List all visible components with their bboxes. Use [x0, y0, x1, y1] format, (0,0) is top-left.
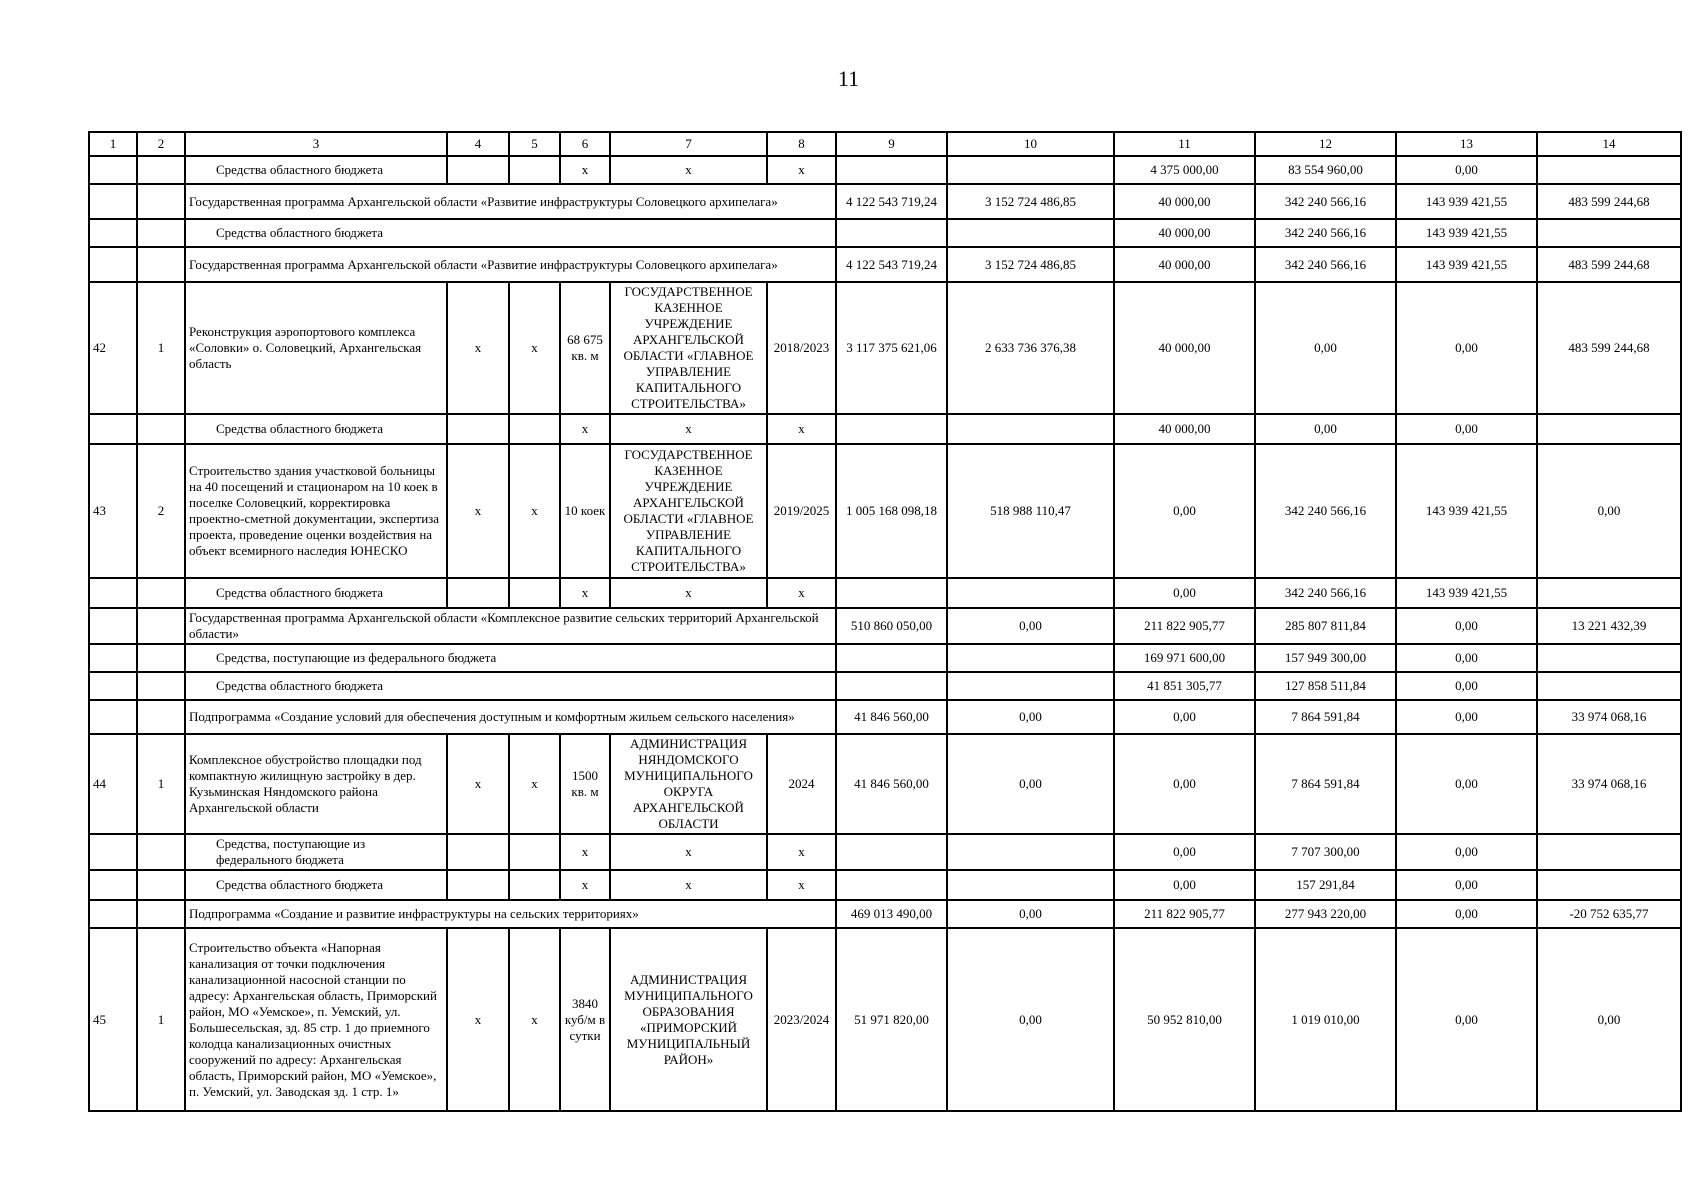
cell-value: 0,00: [1396, 870, 1537, 900]
cell-value: 0,00: [1114, 734, 1255, 834]
customer-org: ГОСУДАРСТВЕННОЕ КАЗЕННОЕ УЧРЕЖДЕНИЕ АРХАНГЕЛЬСКОЙ ОБЛАСТИ «ГЛАВНОЕ УПРАВЛЕНИЕ КАПИТАЛЬНОГО СТРОИТЕЛЬСТВА»: [610, 444, 767, 578]
cell-value: 169 971 600,00: [1114, 644, 1255, 672]
cell-value: 33 974 068,16: [1537, 734, 1681, 834]
funding-source-row: [89, 414, 1681, 444]
cell-value: 143 939 421,55: [1396, 219, 1537, 247]
period: 2018/2023: [767, 282, 836, 414]
cell-value: 7 864 591,84: [1255, 734, 1396, 834]
sub-number: 2: [137, 444, 185, 578]
x-mark: х: [767, 578, 836, 608]
column-header: 9: [836, 132, 947, 156]
column-header: 12: [1255, 132, 1396, 156]
cell-value: 0,00: [1396, 834, 1537, 870]
row-number: 43: [89, 444, 137, 578]
cell-value: 0,00: [1396, 672, 1537, 700]
cell-value: -20 752 635,77: [1537, 900, 1681, 928]
project-row: [89, 444, 1681, 578]
x-mark: х: [610, 578, 767, 608]
cell-value: 2 633 736 376,38: [947, 282, 1114, 414]
x-mark: х: [767, 870, 836, 900]
cell-value: 211 822 905,77: [1114, 608, 1255, 644]
row-label: Средства, поступающие из федерального бюджета: [185, 644, 836, 672]
cell-value: 33 974 068,16: [1537, 700, 1681, 734]
program-row: [89, 608, 1681, 644]
cell-value: 41 846 560,00: [836, 734, 947, 834]
page-number: 11: [837, 66, 860, 91]
cell-value: 157 291,84: [1255, 870, 1396, 900]
cell-value: 4 375 000,00: [1114, 156, 1255, 184]
cell-value: 4 122 543 719,24: [836, 184, 947, 219]
cell-value: 0,00: [1255, 282, 1396, 414]
cell-value: 0,00: [1255, 414, 1396, 444]
column-header: 5: [509, 132, 560, 156]
x-mark: х: [610, 834, 767, 870]
cell-value: 510 860 050,00: [836, 608, 947, 644]
row-label: Средства областного бюджета: [185, 414, 447, 444]
cell-value: 342 240 566,16: [1255, 247, 1396, 282]
column-header: 3: [185, 132, 447, 156]
cell-value: 7 707 300,00: [1255, 834, 1396, 870]
cell-value: 342 240 566,16: [1255, 184, 1396, 219]
cell-value: 469 013 490,00: [836, 900, 947, 928]
cell-value: 0,00: [1396, 156, 1537, 184]
cell-value: 0,00: [1114, 834, 1255, 870]
cell-value: 0,00: [1396, 700, 1537, 734]
cell-value: 41 846 560,00: [836, 700, 947, 734]
sub-number: 1: [137, 282, 185, 414]
cell-value: 0,00: [1396, 414, 1537, 444]
cell-value: 0,00: [1114, 444, 1255, 578]
column-header: 8: [767, 132, 836, 156]
x-mark: х: [447, 734, 509, 834]
cell-value: 83 554 960,00: [1255, 156, 1396, 184]
cell-value: 0,00: [1396, 282, 1537, 414]
cell-value: 3 152 724 486,85: [947, 184, 1114, 219]
row-label: Средства областного бюджета: [185, 578, 447, 608]
cell-value: 1 019 010,00: [1255, 928, 1396, 1111]
cell-value: 0,00: [1114, 870, 1255, 900]
cell-value: 41 851 305,77: [1114, 672, 1255, 700]
sub-number: 1: [137, 928, 185, 1111]
project-name: Комплексное обустройство площадки под компактную жилищную застройку в дер. Кузьминская Няндомского района Архангельской области: [185, 734, 447, 834]
column-header: 11: [1114, 132, 1255, 156]
period: 2019/2025: [767, 444, 836, 578]
cell-value: 3 152 724 486,85: [947, 247, 1114, 282]
row-label: Средства областного бюджета: [185, 870, 447, 900]
subprogram-title: Подпрограмма «Создание и развитие инфраструктуры на сельских территориях»: [185, 900, 836, 928]
cell-value: 483 599 244,68: [1537, 247, 1681, 282]
funding-source-row: [89, 219, 1681, 247]
row-label: Средства областного бюджета: [185, 156, 447, 184]
x-mark: х: [767, 156, 836, 184]
column-header: 2: [137, 132, 185, 156]
cell-value: 0,00: [947, 608, 1114, 644]
row-number: 42: [89, 282, 137, 414]
program-title: Государственная программа Архангельской области «Комплексное развитие сельских территорий Архангельской области»: [185, 608, 836, 644]
cell-value: 211 822 905,77: [1114, 900, 1255, 928]
project-name: Реконструкция аэропортового комплекса «Соловки» о. Соловецкий, Архангельская область: [185, 282, 447, 414]
cell-value: 0,00: [1114, 578, 1255, 608]
cell-value: 342 240 566,16: [1255, 578, 1396, 608]
cell-value: 342 240 566,16: [1255, 219, 1396, 247]
column-header: 10: [947, 132, 1114, 156]
subprogram-row: [89, 900, 1681, 928]
cell-value: 0,00: [1537, 928, 1681, 1111]
cell-value: 0,00: [1537, 444, 1681, 578]
program-title: Государственная программа Архангельской области «Развитие инфраструктуры Соловецкого архипелага»: [185, 184, 836, 219]
cell-value: 143 939 421,55: [1396, 247, 1537, 282]
column-header: 14: [1537, 132, 1681, 156]
x-mark: х: [509, 928, 560, 1111]
column-header: 6: [560, 132, 610, 156]
x-mark: х: [560, 578, 610, 608]
cell-value: 483 599 244,68: [1537, 184, 1681, 219]
cell-value: 7 864 591,84: [1255, 700, 1396, 734]
funding-source-row: [89, 578, 1681, 608]
funding-source-row: [89, 834, 1681, 870]
funding-source-row: [89, 156, 1681, 184]
cell-value: 13 221 432,39: [1537, 608, 1681, 644]
column-header: 13: [1396, 132, 1537, 156]
cell-value: 143 939 421,55: [1396, 578, 1537, 608]
capacity: 3840 куб/м в сутки: [560, 928, 610, 1111]
cell-value: 1 005 168 098,18: [836, 444, 947, 578]
row-label: Средства областного бюджета: [185, 672, 836, 700]
x-mark: х: [447, 444, 509, 578]
cell-value: 0,00: [1114, 700, 1255, 734]
cell-value: 0,00: [947, 734, 1114, 834]
period: 2023/2024: [767, 928, 836, 1111]
cell-value: 518 988 110,47: [947, 444, 1114, 578]
period: 2024: [767, 734, 836, 834]
cell-value: 0,00: [1396, 734, 1537, 834]
x-mark: х: [560, 414, 610, 444]
x-mark: х: [509, 444, 560, 578]
cell-value: 143 939 421,55: [1396, 184, 1537, 219]
row-number: 45: [89, 928, 137, 1111]
cell-value: 0,00: [1396, 644, 1537, 672]
row-label: Средства областного бюджета: [185, 219, 836, 247]
column-header: 4: [447, 132, 509, 156]
program-title: Государственная программа Архангельской области «Развитие инфраструктуры Соловецкого архипелага»: [185, 247, 836, 282]
cell-value: 50 952 810,00: [1114, 928, 1255, 1111]
x-mark: х: [767, 414, 836, 444]
cell-value: 0,00: [1396, 900, 1537, 928]
cell-value: 40 000,00: [1114, 282, 1255, 414]
cell-value: 0,00: [1396, 928, 1537, 1111]
customer-org: АДМИНИСТРАЦИЯ НЯНДОМСКОГО МУНИЦИПАЛЬНОГО ОКРУГА АРХАНГЕЛЬСКОЙ ОБЛАСТИ: [610, 734, 767, 834]
row-number: 44: [89, 734, 137, 834]
row-label: Средства, поступающие из федерального бюджета: [185, 834, 447, 870]
capacity: 1500 кв. м: [560, 734, 610, 834]
cell-value: 40 000,00: [1114, 219, 1255, 247]
x-mark: х: [610, 414, 767, 444]
x-mark: х: [560, 870, 610, 900]
x-mark: х: [509, 282, 560, 414]
funding-source-row: [89, 644, 1681, 672]
cell-value: 0,00: [947, 928, 1114, 1111]
cell-value: 0,00: [1396, 608, 1537, 644]
customer-org: ГОСУДАРСТВЕННОЕ КАЗЕННОЕ УЧРЕЖДЕНИЕ АРХАНГЕЛЬСКОЙ ОБЛАСТИ «ГЛАВНОЕ УПРАВЛЕНИЕ КАПИТАЛЬНОГО СТРОИТЕЛЬСТВА»: [610, 282, 767, 414]
program-row: [89, 184, 1681, 219]
x-mark: х: [560, 156, 610, 184]
cell-value: 3 117 375 621,06: [836, 282, 947, 414]
cell-value: 342 240 566,16: [1255, 444, 1396, 578]
budget-table: [88, 131, 1682, 1112]
cell-value: 0,00: [947, 700, 1114, 734]
capacity: 10 коек: [560, 444, 610, 578]
subprogram-title: Подпрограмма «Создание условий для обеспечения доступным и комфортным жильем сельского населения»: [185, 700, 836, 734]
capacity: 68 675 кв. м: [560, 282, 610, 414]
x-mark: х: [447, 928, 509, 1111]
x-mark: х: [610, 156, 767, 184]
column-header: 1: [89, 132, 137, 156]
x-mark: х: [610, 870, 767, 900]
cell-value: 143 939 421,55: [1396, 444, 1537, 578]
cell-value: 157 949 300,00: [1255, 644, 1396, 672]
cell-value: 0,00: [947, 900, 1114, 928]
cell-value: 40 000,00: [1114, 414, 1255, 444]
funding-source-row: [89, 870, 1681, 900]
x-mark: х: [447, 282, 509, 414]
cell-value: 51 971 820,00: [836, 928, 947, 1111]
cell-value: 127 858 511,84: [1255, 672, 1396, 700]
x-mark: х: [509, 734, 560, 834]
funding-source-row: [89, 672, 1681, 700]
cell-value: 285 807 811,84: [1255, 608, 1396, 644]
project-row: [89, 928, 1681, 1111]
cell-value: 40 000,00: [1114, 247, 1255, 282]
cell-value: 40 000,00: [1114, 184, 1255, 219]
column-header: 7: [610, 132, 767, 156]
customer-org: АДМИНИСТРАЦИЯ МУНИЦИПАЛЬНОГО ОБРАЗОВАНИЯ «ПРИМОРСКИЙ МУНИЦИПАЛЬНЫЙ РАЙОН»: [610, 928, 767, 1111]
cell-value: 277 943 220,00: [1255, 900, 1396, 928]
cell-value: 483 599 244,68: [1537, 282, 1681, 414]
x-mark: х: [560, 834, 610, 870]
program-row: [89, 247, 1681, 282]
cell-value: 4 122 543 719,24: [836, 247, 947, 282]
project-row: [89, 282, 1681, 414]
column-number-row: [89, 132, 1681, 156]
project-name: Строительство здания участковой больницы на 40 посещений и стационаром на 10 коек в поселке Соловецкий, корректировка проектно-сметной документации, экспертиза проекта, проведение оценки воздействия на объект всемирного наследия ЮНЕСКО: [185, 444, 447, 578]
subprogram-row: [89, 700, 1681, 734]
project-name: Строительство объекта «Напорная канализация от точки подключения канализационной насосной станции по адресу: Архангельская область, Приморский район, МО «Уемское», п. Уемский, ул. Большесельская, зд. 85 стр. 1 до приемного колодца канализационных очистных сооружений по адресу: Архангельская область, Приморский район, МО «Уемское», п. Уемский, ул. Заводская зд. 1 стр. 1»: [185, 928, 447, 1111]
sub-number: 1: [137, 734, 185, 834]
x-mark: х: [767, 834, 836, 870]
project-row: [89, 734, 1681, 834]
